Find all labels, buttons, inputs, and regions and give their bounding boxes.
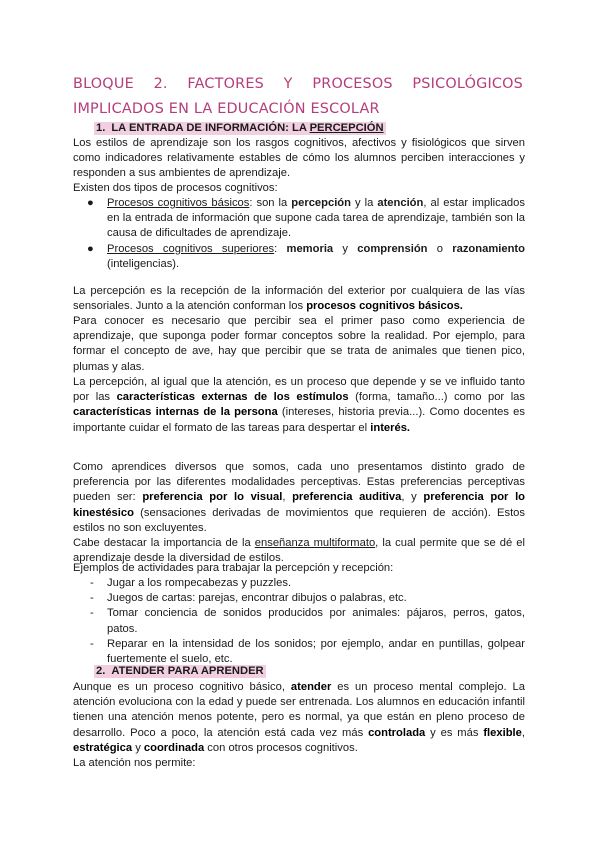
paragraph-conocer: Para conocer es necesario que percibir sea el primer paso como experiencia de aprendizaje, que suponga poder formar conceptos sobre la realidad. Por ejemplo, para formar el concepto de ave, hay que percibir que se trata de animales que tienen pico, plumas y alas.: [73, 315, 525, 373]
paragraph-aprendices: Como aprendices diversos que somos, cada uno presentamos distinto grado de preferencia por las diferentes modalidades perceptivas. Estas preferencias perceptivas pueden ser: preferencia por lo visual, preferencia auditiva, y preferencia por lo kinestésico (sensaciones derivadas de movimientos que requieren de acción). Estos estilos no son excluyentes.: [73, 461, 526, 534]
dash-icon: -: [90, 607, 94, 620]
document-title: [73, 72, 523, 122]
list-item: - Juegos de cartas: parejas, encontrar dibujos o palabras, etc.: [73, 591, 525, 606]
title-line-1: BLOQUE 2. FACTORES Y PROCESOS PSICOLÓGICOS: [73, 76, 523, 92]
dash-icon: -: [90, 637, 94, 650]
list-item: ● Procesos cognitivos básicos: son la percepción y la atención, al estar implicados en la entrada de información que supone cada tarea de aprendizaje, también son la causa de dificultades de aprendizaje.: [87, 197, 525, 240]
section-highlight: [94, 665, 266, 678]
paragraph-estilos: Los estilos de aprendizaje son los rasgos cognitivos, afectivos y fisiológicos que sirven como indicadores relativamente estables de cómo los alumnos perciben interacciones y responden a sus ambientes de aprendizaje.: [73, 137, 525, 180]
section-number: 2.: [96, 665, 106, 677]
dash-list-actividades: [73, 576, 525, 667]
bullet-icon: ●: [87, 242, 94, 255]
paragraph-atender: Aunque es un proceso cognitivo básico, atender es un proceso mental complejo. La atención evoluciona con la edad y puede ser entrenada. Los alumnos en educación infantil tienen una atención menos potente, pero es normal, ya que están en pleno proceso de desarrollo. Poco a poco, la atención está cada vez más controlada y es más flexible, estratégica y coordinada con otros procesos cognitivos.: [73, 681, 525, 754]
dash-icon: -: [90, 592, 94, 605]
section-label-underlined: PERCEPCIÓN: [309, 122, 384, 134]
paragraph-multiformato: Cabe destacar la importancia de la enseñanza multiformato, la cual permite que se dé el aprendizaje desde la diversidad de estilos.: [73, 537, 525, 565]
list-item: - Jugar a los rompecabezas y puzzles.: [73, 576, 525, 591]
paragraph-percepcion-atencion: La percepción, al igual que la atención, es un proceso que depende y se ve influido tanto por las características externas de los estímulos (forma, tamaño...) como por las características internas de la persona (intereses, historia previa...). Como docentes es importante cuidar el formato de las tareas para despertar el interés.: [73, 376, 525, 434]
list-item: ● Procesos cognitivos superiores: memoria y comprensión o razonamiento (inteligencias).: [87, 242, 525, 270]
bullet-icon: ●: [87, 197, 94, 209]
section-label: ATENDER PARA APRENDER: [111, 665, 264, 677]
paragraph-atencion-permite: La atención nos permite:: [73, 757, 196, 769]
bullet-list-procesos: [73, 196, 525, 272]
section-heading-atender: [94, 664, 266, 678]
paragraph-tipos: Existen dos tipos de procesos cognitivos:: [73, 182, 278, 194]
paragraph-percepcion-definicion: La percepción es la recepción de la información del exterior por cualquiera de las vías sensoriales. Junto a la atención conforman los procesos cognitivos básicos.: [73, 285, 525, 313]
list-item: - Tomar conciencia de sonidos producidos por animales: pájaros, perros, gatos, patos.: [90, 607, 525, 635]
section-label: LA ENTRADA DE INFORMACIÓN: LA: [111, 122, 310, 134]
section-heading-percepcion: [94, 121, 386, 135]
list-item: - Reparar en la intensidad de los sonidos; por ejemplo, andar en puntillas, golpear fuertemente el suelo, etc.: [90, 637, 525, 666]
title-line-2: IMPLICADOS EN LA EDUCACIÓN ESCOLAR: [73, 101, 380, 117]
section-number: 1.: [96, 122, 106, 134]
dash-icon: -: [90, 577, 94, 589]
section-highlight: [94, 122, 386, 135]
paragraph-ejemplos: Ejemplos de actividades para trabajar la percepción y recepción:: [73, 562, 394, 574]
